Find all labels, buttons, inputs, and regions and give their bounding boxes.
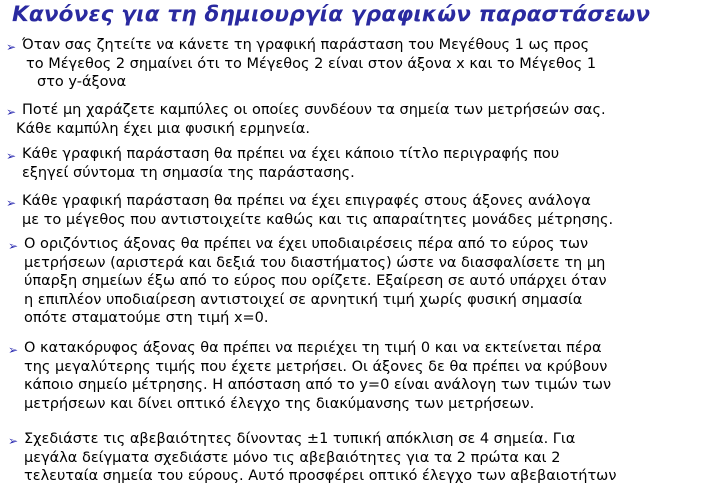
bullet-rule-3 (22, 145, 559, 182)
bullet-line: μετρήσεων και δίνει οπτικό έλεγχο της διακύμανσης των μετρήσεων. (24, 395, 535, 412)
bullet-line: τελευταία σημεία του εύρους. Αυτό προσφέρει οπτικό έλεγχο των αβεβαιοτήτων (24, 468, 617, 484)
bullet-line: Ο οριζόντιος άξονας θα πρέπει να έχει υποδιαιρέσεις πέρα από το εύρος των (24, 236, 589, 252)
bullet-line: μετρήσεων (αριστερά και δεξιά του διαστήματος) ώστε να διασφαλίσετε τη μη (24, 254, 606, 271)
bullet-arrow-icon: ➢ (6, 149, 17, 163)
bullet-line: της μεγαλύτερης τιμής που έχετε μετρήσει. Οι άξονες δε θα πρέπει να κρύβουν (24, 358, 608, 375)
bullet-rule-2 (16, 101, 606, 138)
bullet-arrow-icon: ➢ (8, 434, 19, 448)
bullet-line: το Μέγεθος 2 σημαίνει ότι το Μέγεθος 2 είναι στον άξονα x και το Μέγεθος 1 (26, 55, 597, 72)
bullet-arrow-icon: ➢ (6, 105, 17, 119)
bullet-rule-5 (24, 235, 607, 328)
bullet-line: Σχεδιάστε τις αβεβαιότητες δίνοντας ±1 τυπική απόκλιση σε 4 σημεία. Για (24, 431, 576, 447)
bullet-rule-7 (24, 430, 616, 486)
bullet-rule-1 (22, 36, 596, 92)
bullet-arrow-icon: ➢ (6, 40, 17, 54)
bullet-line: με το μέγεθος που αντιστοιχείτε καθώς και τις απαραίτητες μονάδες μέτρησης. (22, 211, 614, 228)
bullet-arrow-icon: ➢ (8, 343, 19, 357)
slide-title: Κανόνες για τη δημιουργία γραφικών παραστάσεων (12, 2, 651, 27)
bullet-line: Κάθε γραφική παράσταση θα πρέπει να έχει κάποιο τίτλο περιγραφής που (22, 146, 560, 162)
bullet-line: η επιπλέον υποδιαίρεση αντιστοιχεί σε αρνητική τιμή χωρίς φυσική σημασία (24, 291, 583, 308)
bullet-line: κάποιο σημείο μέτρησης. Η απόσταση από το y=0 είναι ανάλογη των τιμών των (24, 377, 612, 393)
bullet-line: μεγάλα δείγματα σχεδιάστε μόνο τις αβεβαιότητες για τα 2 πρώτα και 2 (24, 449, 561, 466)
bullet-arrow-icon: ➢ (8, 239, 19, 253)
bullet-line: ύπαρξη σημείων έξω από το εύρος που ορίζετε. Εξαίρεση σε αυτό υπάρχει όταν (24, 273, 607, 289)
bullet-line: Κάθε καμπύλη έχει μια φυσική ερμηνεία. (16, 120, 310, 137)
bullet-line: στο y-άξονα (37, 74, 127, 90)
bullet-rule-4 (22, 192, 613, 229)
bullet-line: Όταν σας ζητείτε να κάνετε τη γραφική παράσταση του Μεγέθους 1 ως προς (22, 37, 590, 53)
bullet-line: Ο κατακόρυφος άξονας θα πρέπει να περιέχει τη τιμή 0 και να εκτείνεται πέρα (24, 340, 602, 356)
bullet-line: Ποτέ μη χαράζετε καμπύλες οι οποίες συνδέουν τα σημεία των μετρήσεών σας. (22, 102, 606, 118)
bullet-line: Κάθε γραφική παράσταση θα πρέπει να έχει επιγραφές στους άξονες ανάλογα (22, 193, 591, 209)
bullet-line: οπότε σταματούμε στη τιμή x=0. (24, 310, 269, 326)
bullet-rule-6 (24, 339, 611, 413)
bullet-arrow-icon: ➢ (6, 196, 17, 210)
bullet-line: εξηγεί σύντομα τη σημασία της παράστασης. (22, 164, 355, 181)
